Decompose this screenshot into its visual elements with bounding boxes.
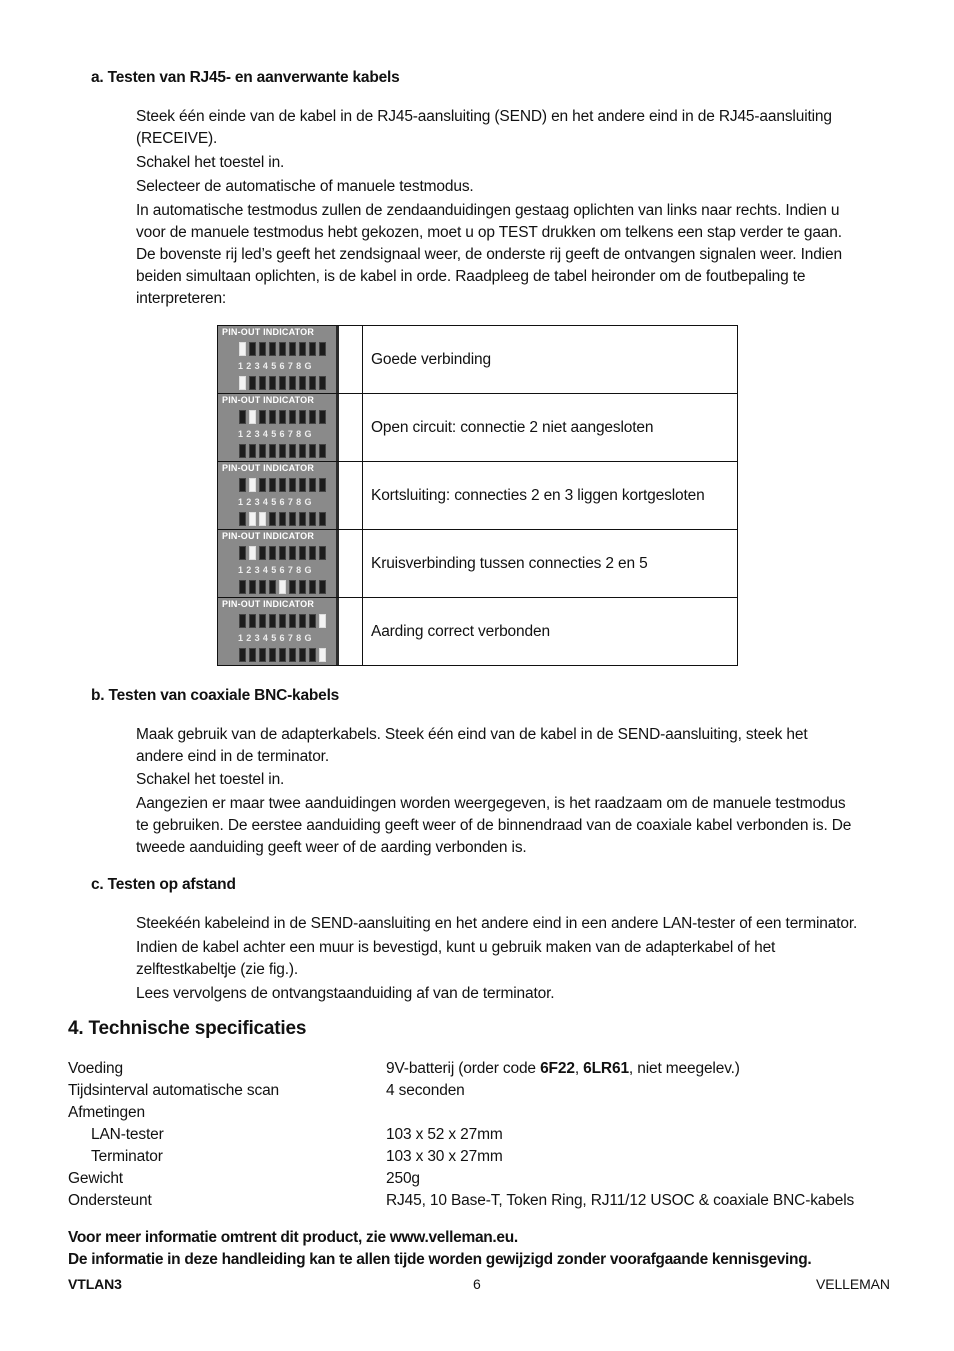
led-off [309, 444, 316, 458]
paragraph-line: Schakel het toestel in. [136, 154, 285, 171]
spec-label: Ondersteunt [68, 1192, 152, 1209]
led-on [319, 614, 326, 628]
led-off [259, 478, 266, 492]
led-off [239, 478, 246, 492]
led-off [309, 410, 316, 424]
led-on [249, 512, 256, 526]
led-off [289, 478, 296, 492]
led-off [279, 410, 286, 424]
led-off [289, 410, 296, 424]
spec-value-sep: , [574, 1060, 584, 1077]
led-off [299, 444, 306, 458]
led-off [299, 410, 306, 424]
notice-line-1: Voor meer informatie omtrent dit product, zie www.velleman.eu. [68, 1229, 518, 1246]
led-off [269, 478, 276, 492]
indicator-pin-numbers: 12345678G [238, 361, 315, 371]
led-off [309, 580, 316, 594]
led-off [319, 512, 326, 526]
led-off [259, 580, 266, 594]
paragraph-line: Steek één einde van de kabel in de RJ45-aansluiting (SEND) en het andere eind in de RJ45-aansluiting [136, 108, 832, 125]
led-off [279, 444, 286, 458]
spec-label: Voeding [68, 1060, 123, 1077]
pinout-row [218, 394, 738, 462]
pinout-description: Kruisverbinding tussen connecties 2 en 5 [363, 530, 738, 598]
led-off [289, 546, 296, 560]
pinout-indicator-cell [218, 326, 363, 394]
paragraph-line: Indien de kabel achter een muur is bevestigd, kunt u gebruik maken van de adapterkabel of het [136, 939, 776, 956]
paragraph-line: Lees vervolgens de ontvangstaanduiding af van de terminator. [136, 985, 555, 1002]
spec-label: Tijdsinterval automatische scan [68, 1082, 280, 1099]
led-off [249, 342, 256, 356]
spec-label: Gewicht [68, 1170, 123, 1187]
led-off [249, 444, 256, 458]
led-on [319, 648, 326, 662]
paragraph-line: tweede aanduiding geeft weer of de aarding verbonden is. [136, 839, 527, 856]
spec-label: Afmetingen [68, 1104, 145, 1121]
led-off [279, 512, 286, 526]
send-led-row [239, 614, 326, 628]
led-off [299, 342, 306, 356]
led-off [289, 648, 296, 662]
section-c-heading: c. Testen op afstand [91, 876, 236, 893]
led-on [259, 512, 266, 526]
led-off [309, 376, 316, 390]
led-off [299, 580, 306, 594]
pinout-indicator-image [218, 530, 339, 597]
led-off [289, 342, 296, 356]
led-off [289, 512, 296, 526]
receive-led-row [239, 444, 326, 458]
paragraph-line: Maak gebruik van de adapterkabels. Steek één eind van de kabel in de SEND-aansluiting, steek het [136, 726, 808, 743]
paragraph-line: beiden simultaan oplichten, is de kabel in orde. Raadpleeg de tabel heironder om de foutbepaling te [136, 268, 806, 285]
led-on [249, 478, 256, 492]
spec-row-ondersteunt [68, 1190, 898, 1212]
led-off [239, 580, 246, 594]
led-off [269, 580, 276, 594]
led-off [259, 342, 266, 356]
send-led-row [239, 342, 326, 356]
pinout-indicator-cell [218, 394, 363, 462]
paragraph-line: In automatische testmodus zullen de zendaanduidingen gestaag oplichten van links naar rechts. Indien u [136, 202, 840, 219]
spec-value: 103 x 52 x 27mm [386, 1126, 503, 1143]
indicator-label: PIN-OUT INDICATOR [222, 463, 315, 473]
led-off [269, 546, 276, 560]
pinout-indicator-image [218, 326, 339, 393]
pinout-indicator-image [218, 462, 339, 529]
led-off [309, 648, 316, 662]
led-off [299, 614, 306, 628]
led-off [289, 614, 296, 628]
led-off [279, 648, 286, 662]
led-off [279, 478, 286, 492]
send-led-row [239, 546, 326, 560]
led-off [289, 376, 296, 390]
pinout-description: Aarding correct verbonden [363, 598, 738, 666]
led-on [239, 376, 246, 390]
led-off [309, 342, 316, 356]
led-off [269, 648, 276, 662]
indicator-pin-numbers: 12345678G [238, 429, 315, 439]
spec-value [386, 1058, 740, 1080]
led-off [299, 478, 306, 492]
pinout-description: Kortsluiting: connecties 2 en 3 liggen kortgesloten [363, 462, 738, 530]
led-off [239, 512, 246, 526]
led-off [279, 376, 286, 390]
led-off [239, 614, 246, 628]
order-code-6f22: 6F22 [540, 1060, 575, 1077]
led-off [239, 546, 246, 560]
section-a-heading: a. Testen van RJ45- en aanverwante kabels [91, 69, 400, 86]
pinout-description: Open circuit: connectie 2 niet aangesloten [363, 394, 738, 462]
led-off [319, 444, 326, 458]
led-off [259, 648, 266, 662]
receive-led-row [239, 512, 326, 526]
footer-model: VTLAN3 [68, 1276, 122, 1292]
pinout-description: Goede verbinding [363, 326, 738, 394]
led-off [269, 512, 276, 526]
led-off [259, 614, 266, 628]
led-off [319, 478, 326, 492]
indicator-label: PIN-OUT INDICATOR [222, 531, 315, 541]
led-off [269, 376, 276, 390]
section-c-body [136, 913, 926, 1005]
spec-value: RJ45, 10 Base-T, Token Ring, RJ11/12 USOC & coaxiale BNC-kabels [386, 1192, 855, 1209]
led-off [299, 376, 306, 390]
section-b-heading: b. Testen van coaxiale BNC-kabels [91, 687, 340, 704]
specs-title: 4. Technische specificaties [68, 1018, 307, 1039]
section-b-body [136, 724, 896, 859]
order-code-6lr61: 6LR61 [583, 1060, 629, 1077]
pinout-indicator-cell [218, 530, 363, 598]
led-off [259, 410, 266, 424]
led-off [319, 410, 326, 424]
spec-value: 250g [386, 1170, 420, 1187]
indicator-label: PIN-OUT INDICATOR [222, 599, 315, 609]
led-off [309, 512, 316, 526]
footer-brand: VELLEMAN [816, 1276, 890, 1292]
led-off [279, 546, 286, 560]
paragraph-line: andere eind in de terminator. [136, 748, 329, 765]
led-off [269, 342, 276, 356]
paragraph-line: Steekéén kabeleind in de SEND-aansluiting en het andere eind in een andere LAN-tester of een terminator. [136, 915, 858, 932]
pinout-row [218, 326, 738, 394]
notice-line-2: De informatie in deze handleiding kan te allen tijde worden gewijzigd zonder voorafgaande kennisgeving. [68, 1251, 812, 1268]
pinout-indicator-image [218, 394, 339, 461]
receive-led-row [239, 376, 326, 390]
led-on [279, 580, 286, 594]
receive-led-row [239, 648, 326, 662]
pinout-row [218, 462, 738, 530]
spec-value: 103 x 30 x 27mm [386, 1148, 503, 1165]
spec-value-text: , niet meegelev.) [628, 1060, 740, 1077]
led-off [319, 580, 326, 594]
led-off [239, 648, 246, 662]
spec-row-voeding [68, 1058, 898, 1080]
send-led-row [239, 478, 326, 492]
led-off [269, 444, 276, 458]
led-off [289, 444, 296, 458]
led-off [249, 376, 256, 390]
led-off [299, 512, 306, 526]
spec-label: Terminator [91, 1148, 163, 1165]
pinout-indicator-cell [218, 598, 363, 666]
paragraph-line: (RECEIVE). [136, 130, 218, 147]
led-off [249, 614, 256, 628]
paragraph-line: Aangezien er maar twee aanduidingen worden weergegeven, is het raadzaam om de manuele testmodus [136, 795, 846, 812]
receive-led-row [239, 580, 326, 594]
paragraph-line: Selecteer de automatische of manuele testmodus. [136, 178, 474, 195]
led-off [289, 580, 296, 594]
led-off [299, 546, 306, 560]
spec-value: 4 seconden [386, 1082, 465, 1099]
led-off [279, 614, 286, 628]
led-off [269, 614, 276, 628]
led-off [299, 648, 306, 662]
section-a-body [136, 106, 896, 310]
paragraph-line: te gebruiken. De eerstee aanduiding geeft weer of de binnendraad van de coaxiale kabel verbonden is. De [136, 817, 852, 834]
led-on [249, 410, 256, 424]
footer-page-number: 6 [473, 1276, 481, 1292]
led-off [259, 546, 266, 560]
led-off [319, 342, 326, 356]
spec-row-lan-tester [68, 1124, 898, 1146]
pinout-table [217, 325, 738, 666]
led-off [249, 648, 256, 662]
indicator-label: PIN-OUT INDICATOR [222, 395, 315, 405]
indicator-pin-numbers: 12345678G [238, 497, 315, 507]
spec-row-scan [68, 1080, 898, 1102]
paragraph-line: voor de manuele testmodus hebt gekozen, moet u op TEST drukken om telkens een stap verder te gaan. [136, 224, 842, 241]
paragraph-line: De bovenste rij led’s geeft het zendsignaal weer, de onderste rij geeft de ontvangen signalen weer. Indien [136, 246, 842, 263]
indicator-pin-numbers: 12345678G [238, 633, 315, 643]
spec-label: LAN-tester [91, 1126, 164, 1143]
pinout-indicator-cell [218, 462, 363, 530]
led-off [239, 444, 246, 458]
paragraph-line: zelftestkabeltje (zie fig.). [136, 961, 299, 978]
led-off [309, 546, 316, 560]
led-off [239, 410, 246, 424]
led-off [249, 580, 256, 594]
led-off [319, 376, 326, 390]
spec-value-text: 9V-batterij (order code [386, 1060, 541, 1077]
spec-row-terminator [68, 1146, 898, 1168]
paragraph-line: interpreteren: [136, 290, 227, 307]
pinout-row [218, 530, 738, 598]
pinout-row [218, 598, 738, 666]
led-off [279, 342, 286, 356]
led-off [319, 546, 326, 560]
led-off [309, 478, 316, 492]
led-off [259, 444, 266, 458]
paragraph-line: Schakel het toestel in. [136, 771, 285, 788]
led-on [249, 546, 256, 560]
send-led-row [239, 410, 326, 424]
spec-row-afmetingen [68, 1102, 898, 1124]
led-on [239, 342, 246, 356]
pinout-indicator-image [218, 598, 339, 665]
led-off [309, 614, 316, 628]
indicator-label: PIN-OUT INDICATOR [222, 327, 315, 337]
led-off [259, 376, 266, 390]
led-off [269, 410, 276, 424]
indicator-pin-numbers: 12345678G [238, 565, 315, 575]
spec-row-gewicht [68, 1168, 898, 1190]
